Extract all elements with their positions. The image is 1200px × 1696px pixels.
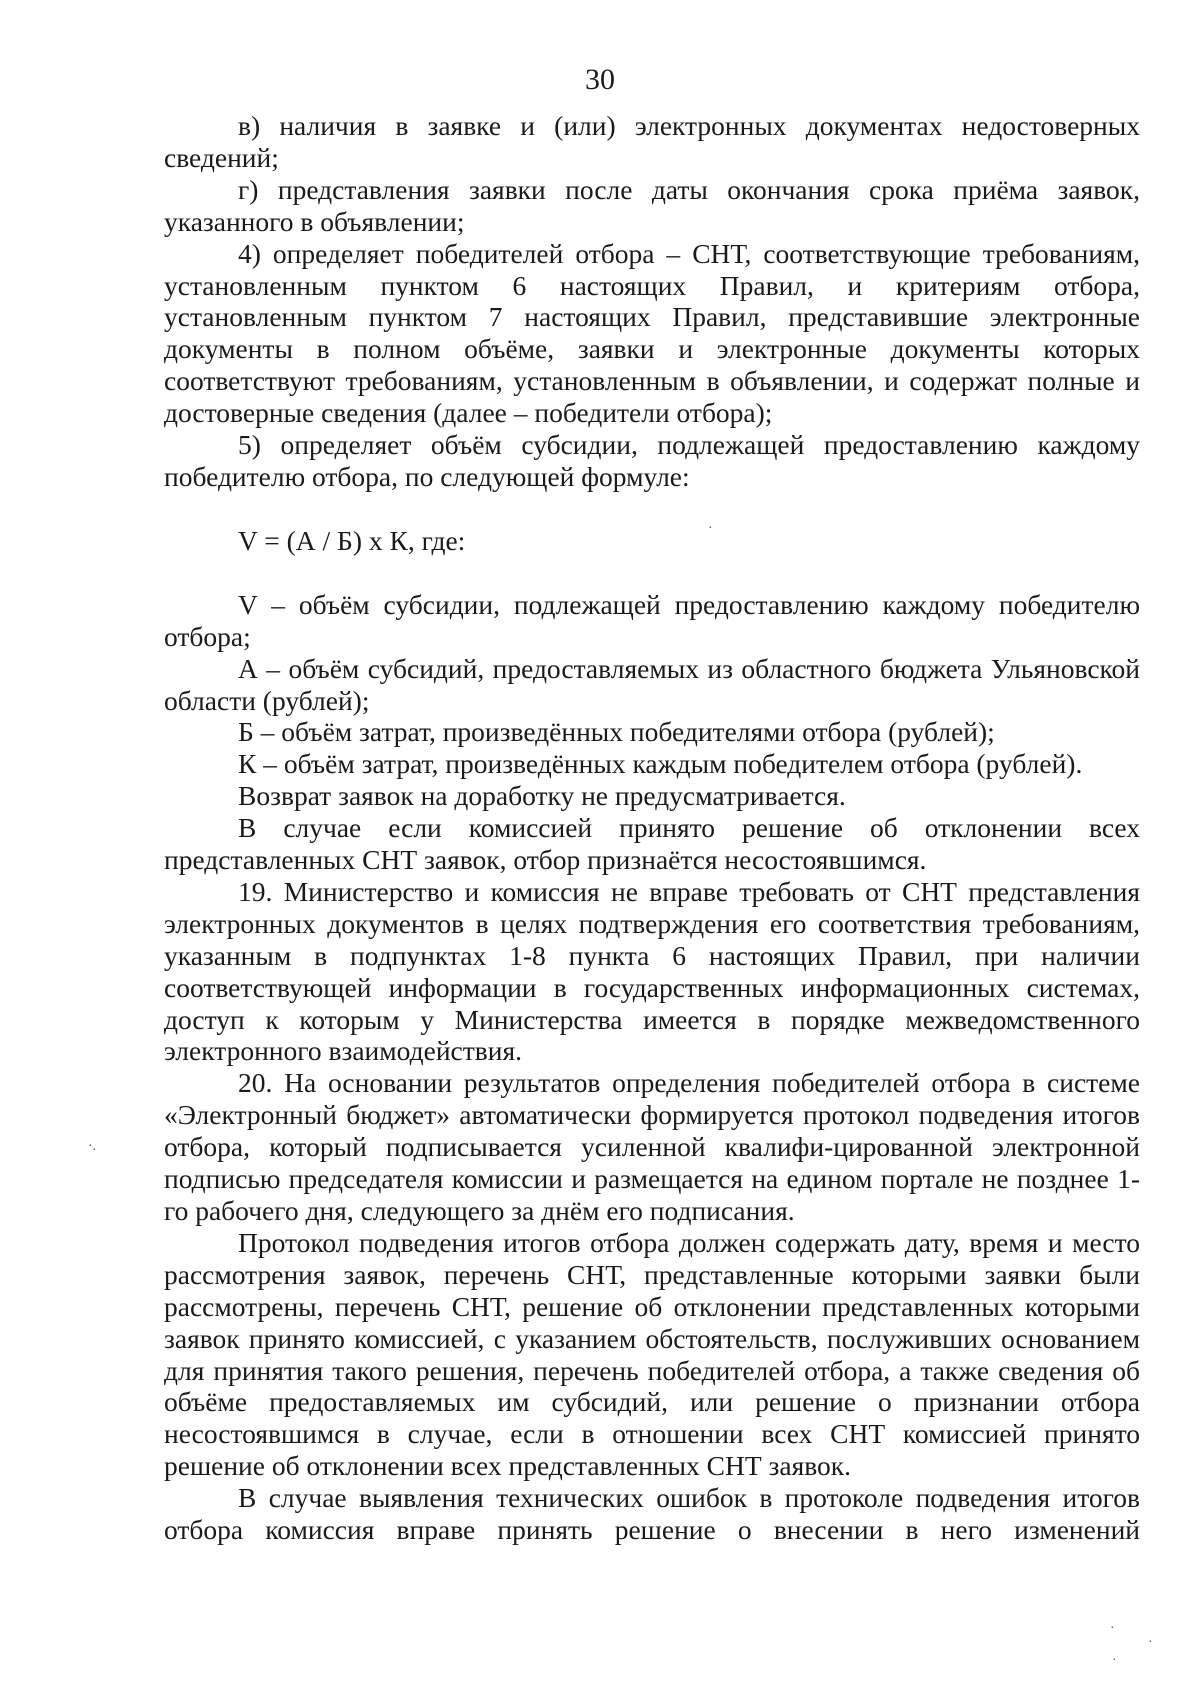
formula-legend-k: К – объём затрат, произведённых каждым победителем отбора (рублей). bbox=[238, 748, 1083, 780]
page-number: 30 bbox=[585, 63, 615, 96]
scan-dot-mark: · bbox=[1112, 1653, 1117, 1668]
paragraph-protocol-contents: Протокол подведения итогов отбора должен содержать дату, время и место рассмотрения заявок, перечень СНТ, представленные которыми заявки были рассмотрены, перечень СНТ, решение об отклонении представленных которыми заявок принято комиссией, с указанием обстоятельств, послуживших основанием для принятия такого решения, перечень победителей отбора, а также сведения об объёме предоставляемых им субсидий, или решение о признании отбора несостоявшимся в случае, если в отношении всех СНТ комиссией принято решение об отклонении всех представленных СНТ заявок. bbox=[164, 1226, 1140, 1482]
paragraph-5-subsidy-volume: 5) определяет объём субсидии, подлежащей предоставлению каждому победителю отбора, по следующей формуле: bbox=[164, 429, 1140, 492]
paragraph-v-unreliable-info: в) наличия в заявке и (или) электронных документах недостоверных сведений; bbox=[164, 110, 1140, 173]
paragraph-technical-errors: В случае выявления технических ошибок в протоколе подведения итогов отбора комиссия вправе принять решение о внесении в него изменений bbox=[164, 1482, 1140, 1546]
formula-legend-a: А – объём субсидий, предоставляемых из областного бюджета Ульяновской области (рублей); bbox=[164, 652, 1140, 716]
scan-dot-mark: · bbox=[708, 521, 713, 536]
paragraph-19: 19. Министерство и комиссия не вправе требовать от СНТ представления электронных документов в целях подтверждения его соответствия требованиям, указанным в подпунктах 1-8 пункта 6 настоящих Правил, при наличии соответствующей информации в государственных информационных системах, доступ к которым у Министерства имеется в порядке межведомственного электронного взаимодействия. bbox=[164, 875, 1140, 1067]
paragraph-20: 20. На основании результатов определения победителей отбора в системе «Электронный бюджет» автоматически формируется протокол подведения итогов отбора, который подписывается усиленной квалифи-цированной электронной подписью председателя комиссии и размещается на едином портале не позднее 1-го рабочего дня, следующего за днём его подписания. bbox=[164, 1067, 1140, 1226]
paragraph-g-late-submission: г) представления заявки после даты окончания срока приёма заявок, указанного в объявлении; bbox=[164, 173, 1140, 237]
paragraph-4-winners: 4) определяет победителей отбора – СНТ, соответствующие требованиям, установленным пунктом 6 настоящих Правил, и критериям отбора, установленным пунктом 7 настоящих Правил, представившие электронные документы в полном объёме, заявки и электронные документы которых соответствуют требованиям, установленным в объявлении, и содержат полные и достоверные сведения (далее – победители отбора); bbox=[164, 237, 1140, 429]
subsidy-formula: V = (А / Б) х К, где: bbox=[238, 524, 466, 556]
scan-dot-mark: · bbox=[1110, 1621, 1115, 1636]
paragraph-selection-failed: В случае если комиссией принято решение об отклонении всех представленных СНТ заявок, отбор признаётся несостоявшимся. bbox=[164, 812, 1140, 876]
scan-dot-mark: · bbox=[1148, 1635, 1153, 1650]
formula-legend-v: V – объём субсидии, подлежащей предоставлению каждому победителю отбора; bbox=[164, 588, 1140, 652]
scan-dot-mark: ·. bbox=[88, 1139, 97, 1154]
document-body bbox=[164, 110, 1140, 1546]
paragraph-no-return: Возврат заявок на доработку не предусматривается. bbox=[238, 780, 846, 812]
formula-legend-b: Б – объём затрат, произведённых победителями отбора (рублей); bbox=[238, 716, 995, 748]
